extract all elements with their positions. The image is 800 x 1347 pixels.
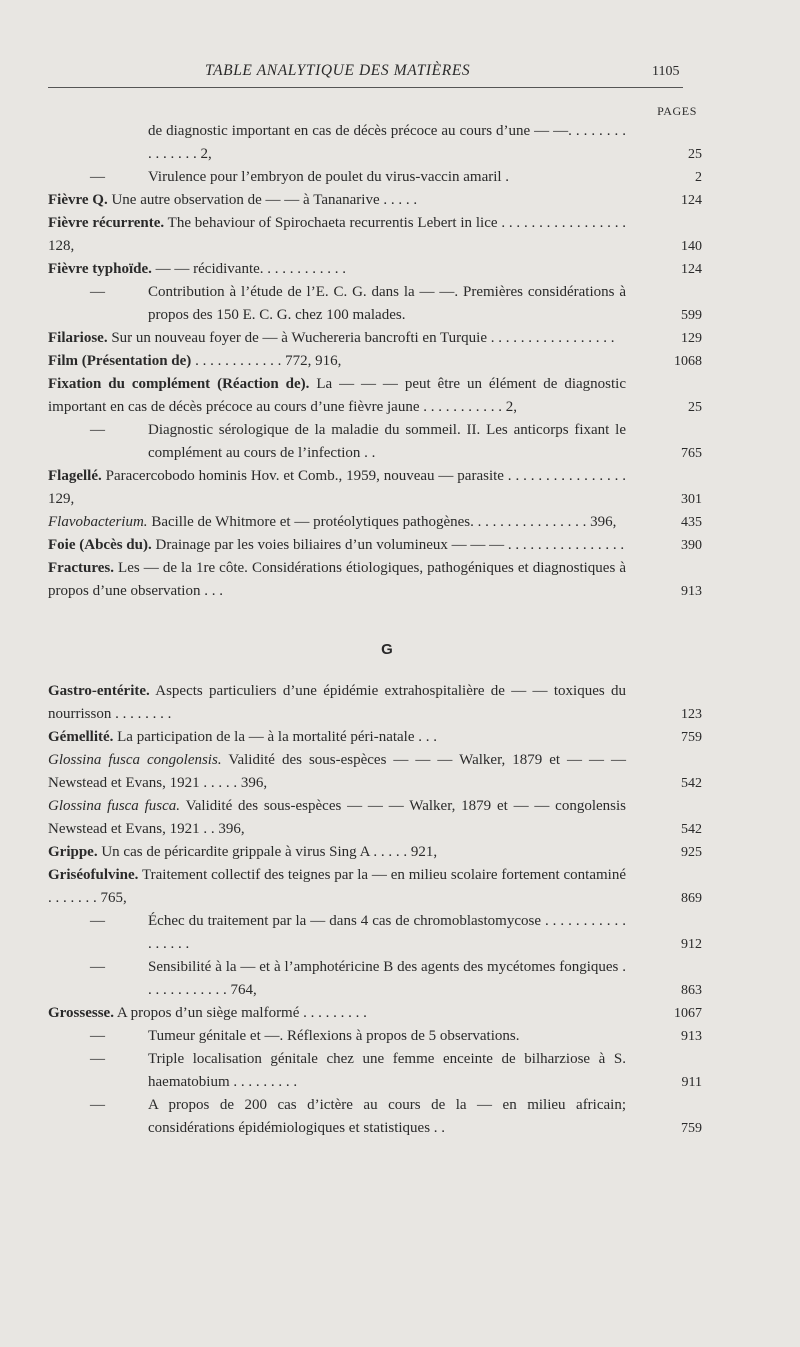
entry-dash: — (90, 284, 105, 300)
entry-text: Sensibilité à la — et à l’amphotéricine B des agents des mycétomes fongiques . . . . . . . . . . . . 764, (148, 959, 626, 998)
index-entry (48, 956, 702, 1002)
index-entry (48, 327, 702, 350)
entry-dash: — (90, 169, 105, 185)
entry-text: Tumeur génitale et —. Réflexions à propos de 5 observations. (148, 1028, 520, 1044)
entry-heading: Grippe. (48, 844, 98, 860)
index-entry (48, 350, 702, 373)
entry-heading: Fièvre typhoïde. (48, 261, 152, 277)
header-rule (48, 87, 683, 88)
index-entry (48, 212, 702, 258)
entry-text: Bacille de Whitmore et — protéolytiques pathogènes. . . . . . . . . . . . . . . . 396, (151, 514, 617, 530)
header-title: TABLE ANALYTIQUE DES MATIÈRES (205, 62, 471, 79)
entry-text: Une autre observation de — — à Tananarive . . . . . (111, 192, 418, 208)
entry-page-number: 863 (681, 983, 702, 998)
entry-page-number: 913 (681, 1029, 702, 1044)
entry-text: Diagnostic sérologique de la maladie du sommeil. II. Les anticorps fixant le complément au cours de l’infection . . (148, 422, 626, 461)
entry-heading: Fièvre Q. (48, 192, 108, 208)
header-page-number: 1105 (652, 64, 680, 79)
index-entry (48, 1002, 702, 1025)
entry-text: de diagnostic important en cas de décès précoce au cours d’une — —. . . . . . . . . . . . . . . 2, (148, 123, 626, 162)
entry-heading: Flagellé. (48, 468, 102, 484)
index-entries (0, 120, 800, 1140)
entry-text: Virulence pour l’embryon de poulet du virus-vaccin amaril . (148, 169, 510, 185)
entry-page-number: 435 (681, 515, 702, 530)
index-entry (48, 910, 702, 956)
entry-text: The behaviour of Spirochaeta recurrentis Lebert in lice . . . . . . . . . . . . . . . . . 128, (48, 215, 627, 254)
entry-page-number: 759 (681, 1121, 702, 1136)
entry-page-number: 124 (681, 262, 702, 277)
entry-page-number: 2 (695, 170, 702, 185)
running-header (0, 56, 800, 86)
entry-page-number: 123 (681, 707, 702, 722)
index-entry (48, 1025, 702, 1048)
index-entry (48, 419, 702, 465)
entry-heading: Fractures. (48, 560, 114, 576)
entry-page-number: 1067 (674, 1006, 702, 1021)
entry-dash: — (90, 913, 105, 929)
entry-text: Échec du traitement par la — dans 4 cas de chromoblastomycose . . . . . . . . . . . . . . . . . (148, 913, 626, 952)
entry-page-number: 911 (681, 1075, 702, 1090)
entry-text: . . . . . . . . . . . . 772, 916, (195, 353, 342, 369)
entry-text: Aspects particuliers d’une épidémie extrahospitalière de — — toxiques du nourrisson . . . . . . . . (48, 683, 626, 722)
index-entry (48, 166, 702, 189)
index-entry (48, 465, 702, 511)
entry-text: Contribution à l’étude de l’E. C. G. dans la — —. Premières considérations à propos des 150 E. C. G. chez 100 malades. (148, 284, 626, 323)
entry-heading: Fièvre récurrente. (48, 215, 165, 231)
entry-page-number: 869 (681, 891, 702, 906)
entry-heading: Fixation du complément (Réaction de). (48, 376, 310, 392)
index-entry (48, 258, 702, 281)
index-entry (48, 864, 702, 910)
entry-text: Validité des sous-espèces — — — Walker, 1879 et — — — Newstead et Evans, 1921 . . . . . 396, (48, 752, 627, 791)
entry-page-number: 913 (681, 584, 702, 599)
entry-page-number: 1068 (674, 354, 702, 369)
index-entry (48, 120, 702, 166)
entry-heading: Gastro-entérite. (48, 683, 150, 699)
index-entry (48, 680, 702, 726)
entry-text: A propos de 200 cas d’ictère au cours de la — en milieu africain; considérations épidémiologiques et statistiques . . (148, 1097, 626, 1136)
entry-page-number: 124 (681, 193, 702, 208)
index-entry (48, 795, 702, 841)
entry-dash: — (90, 1097, 105, 1113)
entry-heading: Glossina fusca congolensis. (48, 752, 222, 768)
entry-text: Triple localisation génitale chez une femme enceinte de bilharziose à S. haematobium . . . . . . . . . (148, 1051, 626, 1090)
entry-page-number: 599 (681, 308, 702, 323)
entry-page-number: 301 (681, 492, 702, 507)
index-entry (48, 749, 702, 795)
entry-dash: — (90, 422, 105, 438)
entry-text: Un cas de péricardite grippale à virus Sing A . . . . . 921, (101, 844, 438, 860)
entry-text: Drainage par les voies biliaires d’un volumineux — — — . . . . . . . . . . . . . . . . (155, 537, 625, 553)
entry-page-number: 912 (681, 937, 702, 952)
index-entry (48, 511, 702, 534)
entry-text: La — — — peut être un élément de diagnostic important en cas de décès précoce au cours d’une fièvre jaune . . . . . . . . . . . 2, (48, 376, 626, 415)
index-entry (48, 534, 702, 557)
index-entry (48, 189, 702, 212)
entry-page-number: 542 (681, 776, 702, 791)
entry-page-number: 129 (681, 331, 702, 346)
index-entry (48, 726, 702, 749)
entry-text: Paracercobodo hominis Hov. et Comb., 1959, nouveau — parasite . . . . . . . . . . . . . . . . 129, (48, 468, 627, 507)
entry-dash: — (90, 959, 105, 975)
entry-text: Sur un nouveau foyer de — à Wuchereria bancrofti en Turquie . . . . . . . . . . . . . . . . . (111, 330, 615, 346)
entry-page-number: 25 (688, 400, 702, 415)
entry-text: A propos d’un siège malformé . . . . . . . . . (116, 1005, 367, 1021)
entry-page-number: 390 (681, 538, 702, 553)
index-entry (48, 373, 702, 419)
entry-text: Traitement collectif des teignes par la — en milieu scolaire fortement contaminé . . . . . . . 765, (48, 867, 626, 906)
index-entry (48, 1094, 702, 1140)
index-entry (48, 281, 702, 327)
entry-heading: Gémellité. (48, 729, 114, 745)
index-entry (48, 1048, 702, 1094)
entry-page-number: 759 (681, 730, 702, 745)
entry-heading: Glossina fusca fusca. (48, 798, 181, 814)
entry-page-number: 542 (681, 822, 702, 837)
entry-heading: Grossesse. (48, 1005, 114, 1021)
index-entry (48, 841, 702, 864)
entry-page-number: 765 (681, 446, 702, 461)
entry-dash: — (90, 1028, 105, 1044)
entry-text: Les — de la 1re côte. Considérations étiologiques, pathogéniques et diagnostiques à propos d’une observation . . . (48, 560, 627, 599)
entry-text: — — récidivante. . . . . . . . . . . . (155, 261, 347, 277)
pages-column-label: PAGES (657, 104, 697, 118)
section-letter: G (381, 641, 393, 658)
entry-heading: Filariose. (48, 330, 108, 346)
entry-heading: Flavobacterium. (48, 514, 148, 530)
entry-heading: Foie (Abcès du). (48, 537, 152, 553)
entry-heading: Film (Présentation de) (48, 353, 192, 369)
entry-page-number: 140 (681, 239, 702, 254)
index-entry (48, 557, 702, 603)
entry-dash: — (90, 1051, 105, 1067)
entry-text: La participation de la — à la mortalité péri-natale . . . (117, 729, 438, 745)
entry-page-number: 25 (688, 147, 702, 162)
entry-heading: Griséofulvine. (48, 867, 139, 883)
entry-text: Validité des sous-espèces — — — Walker, 1879 et — — congolensis Newstead et Evans, 1921 . . 396, (48, 798, 627, 837)
entry-page-number: 925 (681, 845, 702, 860)
